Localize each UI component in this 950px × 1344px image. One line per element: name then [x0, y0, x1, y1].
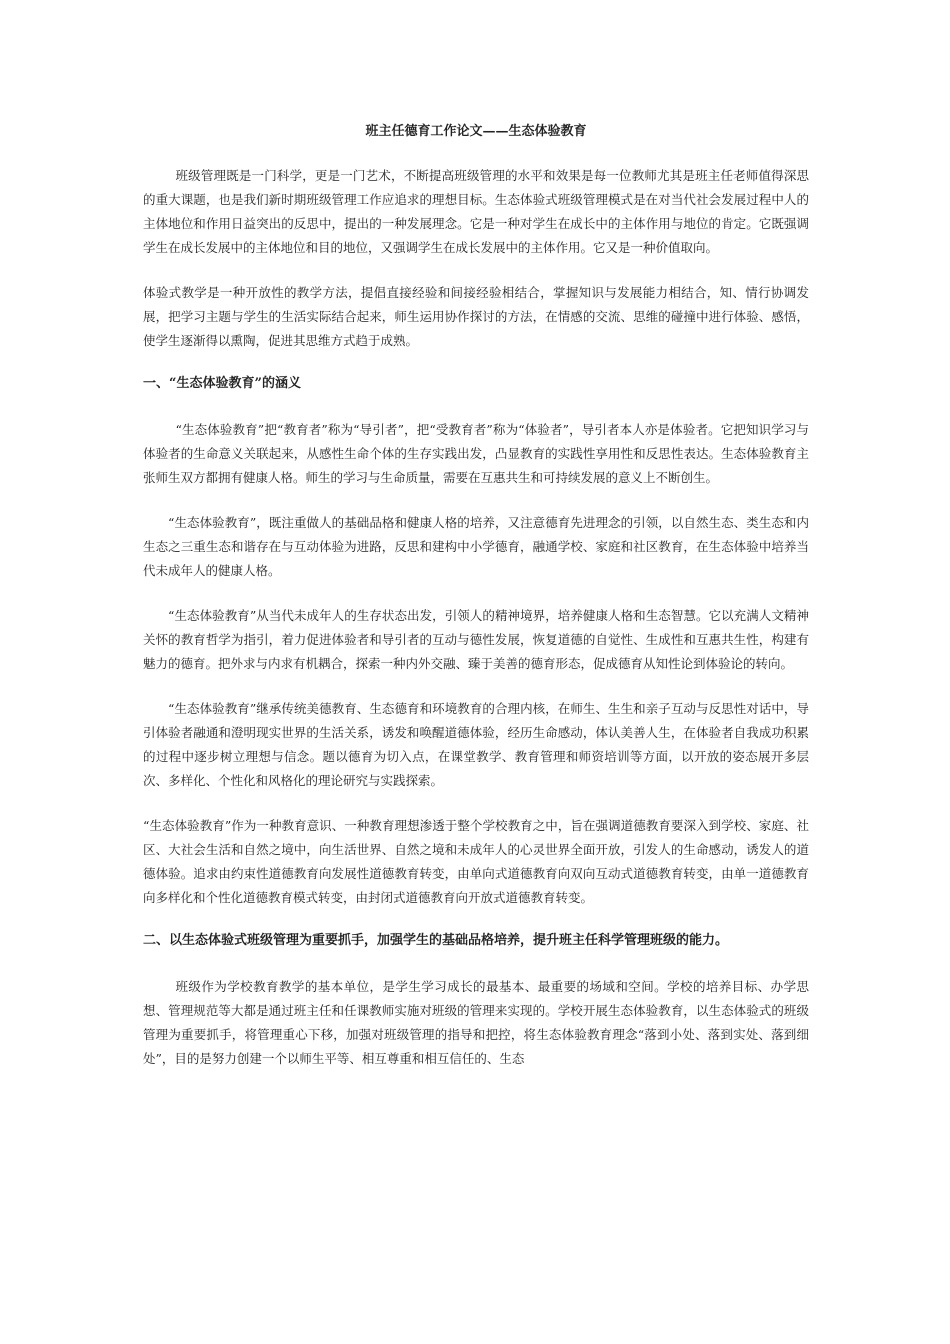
section1-paragraph-5: “生态体验教育”作为一种教育意识、一种教育理想渗透于整个学校教育之中，旨在强调道德教育要深入到学校、家庭、社区、大社会生活和自然之境中，向生活世界、自然之境和未成年人的心灵世界全面开放，引发人的生命感动，诱发人的道德体验。追求由约束性道德教育向发展性道德教育转变，由单向式道德教育向双向互动式道德教育转变，由单一道德教育向多样化和个性化道德教育模式转变，由封闭式道德教育向开放式道德教育转变。	[143, 818, 809, 905]
intro-paragraph-1: 班级管理既是一门科学，更是一门艺术，不断提高班级管理的水平和效果是每一位教师尤其是班主任老师值得深思的重大课题，也是我们新时期班级管理工作应追求的理想目标。生态体验式班级管理模式是在对当代社会发展过程中人的主体地位和作用日益突出的反思中，提出的一种发展理念。它是一种对学生在成长中的主体作用与地位的肯定。它既强调学生在成长发展中的主体地位和目的地位，又强调学生在成长发展中的主体作用。它又是一种价值取向。	[143, 168, 809, 255]
section1-paragraph-3: “生态体验教育”从当代未成年人的生存状态出发，引领人的精神境界，培养健康人格和生态智慧。它以充满人文精神关怀的教育哲学为指引，着力促进体验者和导引者的互动与德性发展，恢复道德的自觉性、生成性和互惠共生性，构建有魅力的德育。把外求与内求有机耦合，探索一种内外交融、臻于美善的德育形态，促成德育从知性论到体验论的转向。	[143, 608, 809, 671]
section-heading-1: 一、“生态体验教育”的涵义	[143, 376, 301, 391]
section1-paragraph-2: “生态体验教育”，既注重做人的基础品格和健康人格的培养，又注意德育先进理念的引领，以自然生态、类生态和内生态之三重生态和谐存在与互动体验为进路，反思和建构中小学德育，融通学校、家庭和社区教育，在生态体验中培养当代未成年人的健康人格。	[143, 515, 809, 578]
section1-paragraph-4: “生态体验教育”继承传统美德教育、生态德育和环境教育的合理内核，在师生、生生和亲子互动与反思性对话中，导引体验者融通和澄明现实世界的生活关系，诱发和唤醒道德体验，经历生命感动，体认美善人生，在体验者自我成功积累的过程中逐步树立理想与信念。题以德育为切入点，在课堂教学、教育管理和师资培训等方面，以开放的姿态展开多层次、多样化、个性化和风格化的理论研究与实践探索。	[143, 701, 809, 788]
document-page	[143, 122, 809, 1071]
section2-paragraph-1: 班级作为学校教育教学的基本单位，是学生学习成长的最基本、最重要的场域和空间。学校的培养目标、办学思想、管理规范等大都是通过班主任和任课教师实施对班级的管理来实现的。学校开展生态体验教育，以生态体验式的班级管理为重要抓手，将管理重心下移，加强对班级管理的指导和把控，将生态体验教育理念“落到小处、落到实处、落到细处”，目的是努力创建一个以师生平等、相互尊重和相互信任的、生态	[143, 979, 809, 1066]
section1-paragraph-1: “生态体验教育”把“教育者”称为“导引者”，把“受教育者”称为“体验者”，导引者本人亦是体验者。它把知识学习与体验者的生命意义关联起来，从感性生命个体的生存实践出发，凸显教育的实践性享用性和反思性表达。生态体验教育主张师生双方都拥有健康人格。师生的学习与生命质量，需要在互惠共生和可持续发展的意义上不断创生。	[143, 422, 809, 485]
intro-paragraph-2: 体验式教学是一种开放性的教学方法，提倡直接经验和间接经验相结合，掌握知识与发展能力相结合，知、情行协调发展，把学习主题与学生的生活实际结合起来，师生运用协作探讨的方法，在情感的交流、思维的碰撞中进行体验、感悟，使学生逐渐得以熏陶，促进其思维方式趋于成熟。	[143, 285, 809, 348]
section-heading-2: 二、以生态体验式班级管理为重要抓手，加强学生的基础品格培养，提升班主任科学管理班级的能力。	[143, 933, 729, 948]
document-title: 班主任德育工作论文——生态体验教育	[365, 124, 587, 139]
